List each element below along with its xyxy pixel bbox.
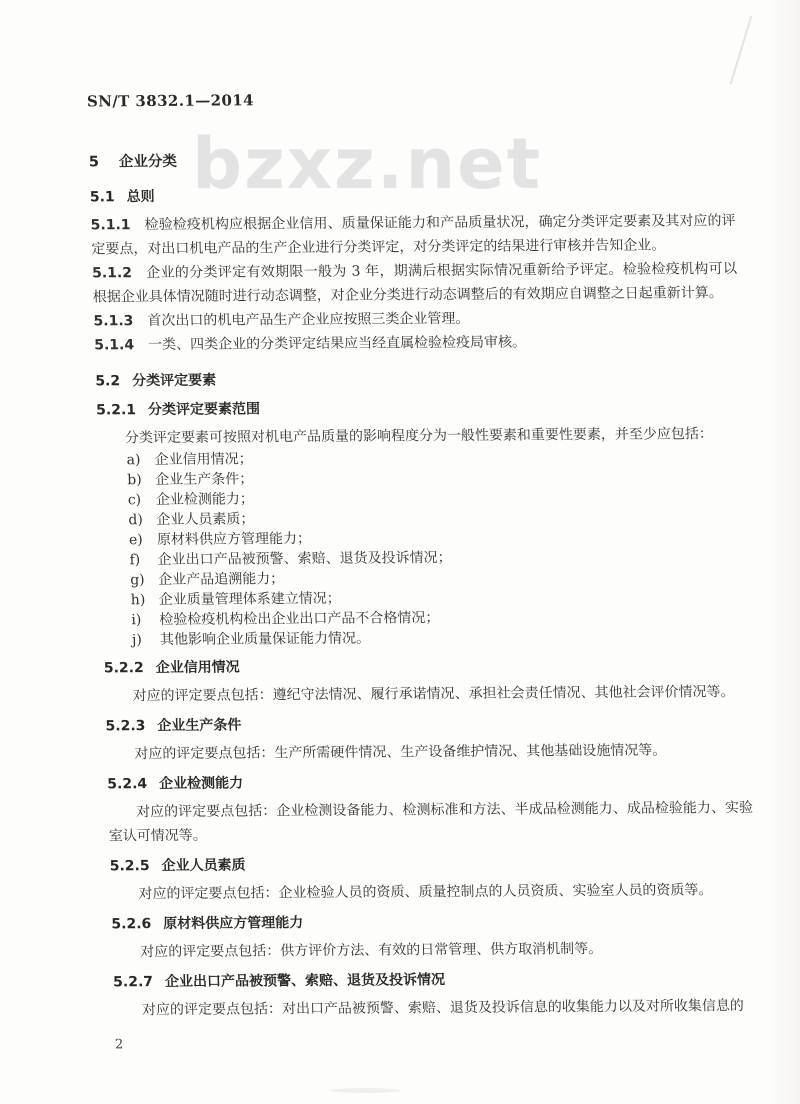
subsection-heading-5-2-7 <box>113 968 759 994</box>
subsection-title: 企业信用情况 <box>155 659 240 677</box>
section-heading-5-2 <box>95 366 741 393</box>
subsection-number: 5.2.3 <box>105 718 146 735</box>
clause-number: 5.1.4 <box>94 337 135 354</box>
list-text: 企业质量管理体系建立情况； <box>158 590 342 609</box>
list-letter: i) <box>131 612 142 629</box>
subsection-paragraph: 对应的评定要点包括：供方评价方法、有效的日常管理、供方取消机制等。 <box>140 940 603 961</box>
subsection-heading-5-2-5 <box>109 852 755 878</box>
subsection-number: 5.2.4 <box>107 776 148 793</box>
subsection-paragraph: 对应的评定要点包括：对出口产品被预警、索赔、退货及投诉信息的收集能力以及对所收集信息的 <box>141 997 745 1019</box>
clause-text: 一类、四类企业的分类评定结果应当经直属检验检疫局审核。 <box>147 334 527 354</box>
list-text: 企业产品追溯能力； <box>157 571 285 589</box>
clause-text: 企业的分类评定有效期限一般为 3 年，期满后根据实际情况重新给予评定。检验检疫机构可以根据企业具体情况随时进行动态调整，对企业分类进行动态调整后的有效期应自调整之日起重新计算。 <box>92 260 738 306</box>
list-text: 企业出口产品被预警、索赔、退货及投诉情况； <box>157 549 452 569</box>
section-number: 5.1 <box>89 189 115 206</box>
factor-list <box>97 446 748 650</box>
subsection-title: 分类评定要素范围 <box>147 401 261 419</box>
subsection-number: 5.2.2 <box>103 660 144 677</box>
list-text: 原材料供应方管理能力； <box>156 530 312 549</box>
list-text: 检验检疫机构检出企业出口产品不合格情况； <box>159 610 440 629</box>
subsection-title: 企业生产条件 <box>157 717 242 735</box>
subsection-heading-5-2-6 <box>111 910 757 936</box>
clause-5-1-4 <box>94 329 740 358</box>
list-text: 企业生产条件； <box>155 471 254 489</box>
subsection-paragraph: 对应的评定要点包括：企业检测设备能力、检测标准和方法、半成品检测能力、成品检验能力、实验室认可情况等。 <box>108 799 754 845</box>
section-title: 分类评定要素 <box>131 372 217 390</box>
subsection-title: 企业人员素质 <box>161 857 246 875</box>
list-text: 其他影响企业质量保证能力情况。 <box>159 630 371 648</box>
list-letter: f) <box>129 552 141 569</box>
section-title: 总则 <box>126 188 155 206</box>
section-heading-5-1 <box>90 182 736 209</box>
list-text: 企业人员素质； <box>156 511 255 529</box>
subsection-heading-5-2-2 <box>104 654 750 680</box>
list-letter: a) <box>126 452 141 469</box>
subsection-heading-5-2-4 <box>107 770 753 796</box>
subsection-number: 5.2.6 <box>111 916 152 933</box>
subsection-title: 企业检测能力 <box>158 775 244 793</box>
clause-number: 5.1.3 <box>93 313 134 330</box>
list-letter: d) <box>128 512 144 529</box>
subsection-title: 企业出口产品被预警、索赔、退货及投诉情况 <box>164 972 446 991</box>
clause-text: 首次出口的机电产品生产企业应按照三类企业管理。 <box>147 310 470 330</box>
clause-text: 检验检疫机构应根据企业信用、质量保证能力和产品质量状况，确定分类评定要素及其对应的评定要点，对出口机电产品的生产企业进行分类评定，对分类评定的结果进行审核并告知企业。 <box>91 212 736 258</box>
clause-5-1-2 <box>92 257 738 310</box>
clause-5-1-1 <box>90 209 736 262</box>
document-body <box>88 147 759 1022</box>
subsection-title: 原材料供应方管理能力 <box>163 915 304 933</box>
subsection-number: 5.2.1 <box>95 402 137 419</box>
subsection-paragraph: 对应的评定要点包括：企业检验人员的资质、质量控制点的人员资质、实验室人员的资质等。 <box>138 882 713 903</box>
subsection-heading-5-2-1 <box>96 396 742 422</box>
list-letter: j) <box>131 632 143 649</box>
subsection-intro-paragraph: 分类评定要素可按照对机电产品质量的影响程度分为一般性要素和重要性要素，并至少应包括： <box>124 426 714 447</box>
clause-number: 5.1.2 <box>91 265 133 282</box>
list-letter: e) <box>128 532 144 549</box>
list-letter: b) <box>127 472 142 489</box>
subsection-paragraph: 对应的评定要点包括：遵纪守法情况、履行承诺情况、承担社会责任情况、其他社会评价情况等。 <box>132 683 735 705</box>
page-number: 2 <box>114 1037 124 1053</box>
chapter-heading <box>88 147 734 174</box>
section-number: 5.2 <box>95 373 121 390</box>
list-letter: h) <box>130 592 146 609</box>
site-watermark: bzxz.net <box>192 123 543 205</box>
chapter-number: 5 <box>88 154 100 171</box>
doc-number: SN/T 3832.1—2014 <box>86 91 255 111</box>
clause-number: 5.1.1 <box>90 217 131 234</box>
list-text: 企业检测能力； <box>155 491 255 509</box>
subsection-heading-5-2-3 <box>105 712 751 738</box>
subsection-number: 5.2.5 <box>109 858 150 875</box>
list-text: 企业信用情况； <box>154 451 253 469</box>
chapter-title: 企业分类 <box>118 153 178 171</box>
list-letter: c) <box>127 492 142 509</box>
list-letter: g) <box>129 572 145 589</box>
scan-smudge-artifact <box>330 1088 400 1093</box>
subsection-paragraph: 对应的评定要点包括：生产所需硬件情况、生产设备维护情况、其他基础设施情况等。 <box>134 742 667 763</box>
list-item <box>132 626 748 650</box>
subsection-number: 5.2.7 <box>112 974 154 991</box>
